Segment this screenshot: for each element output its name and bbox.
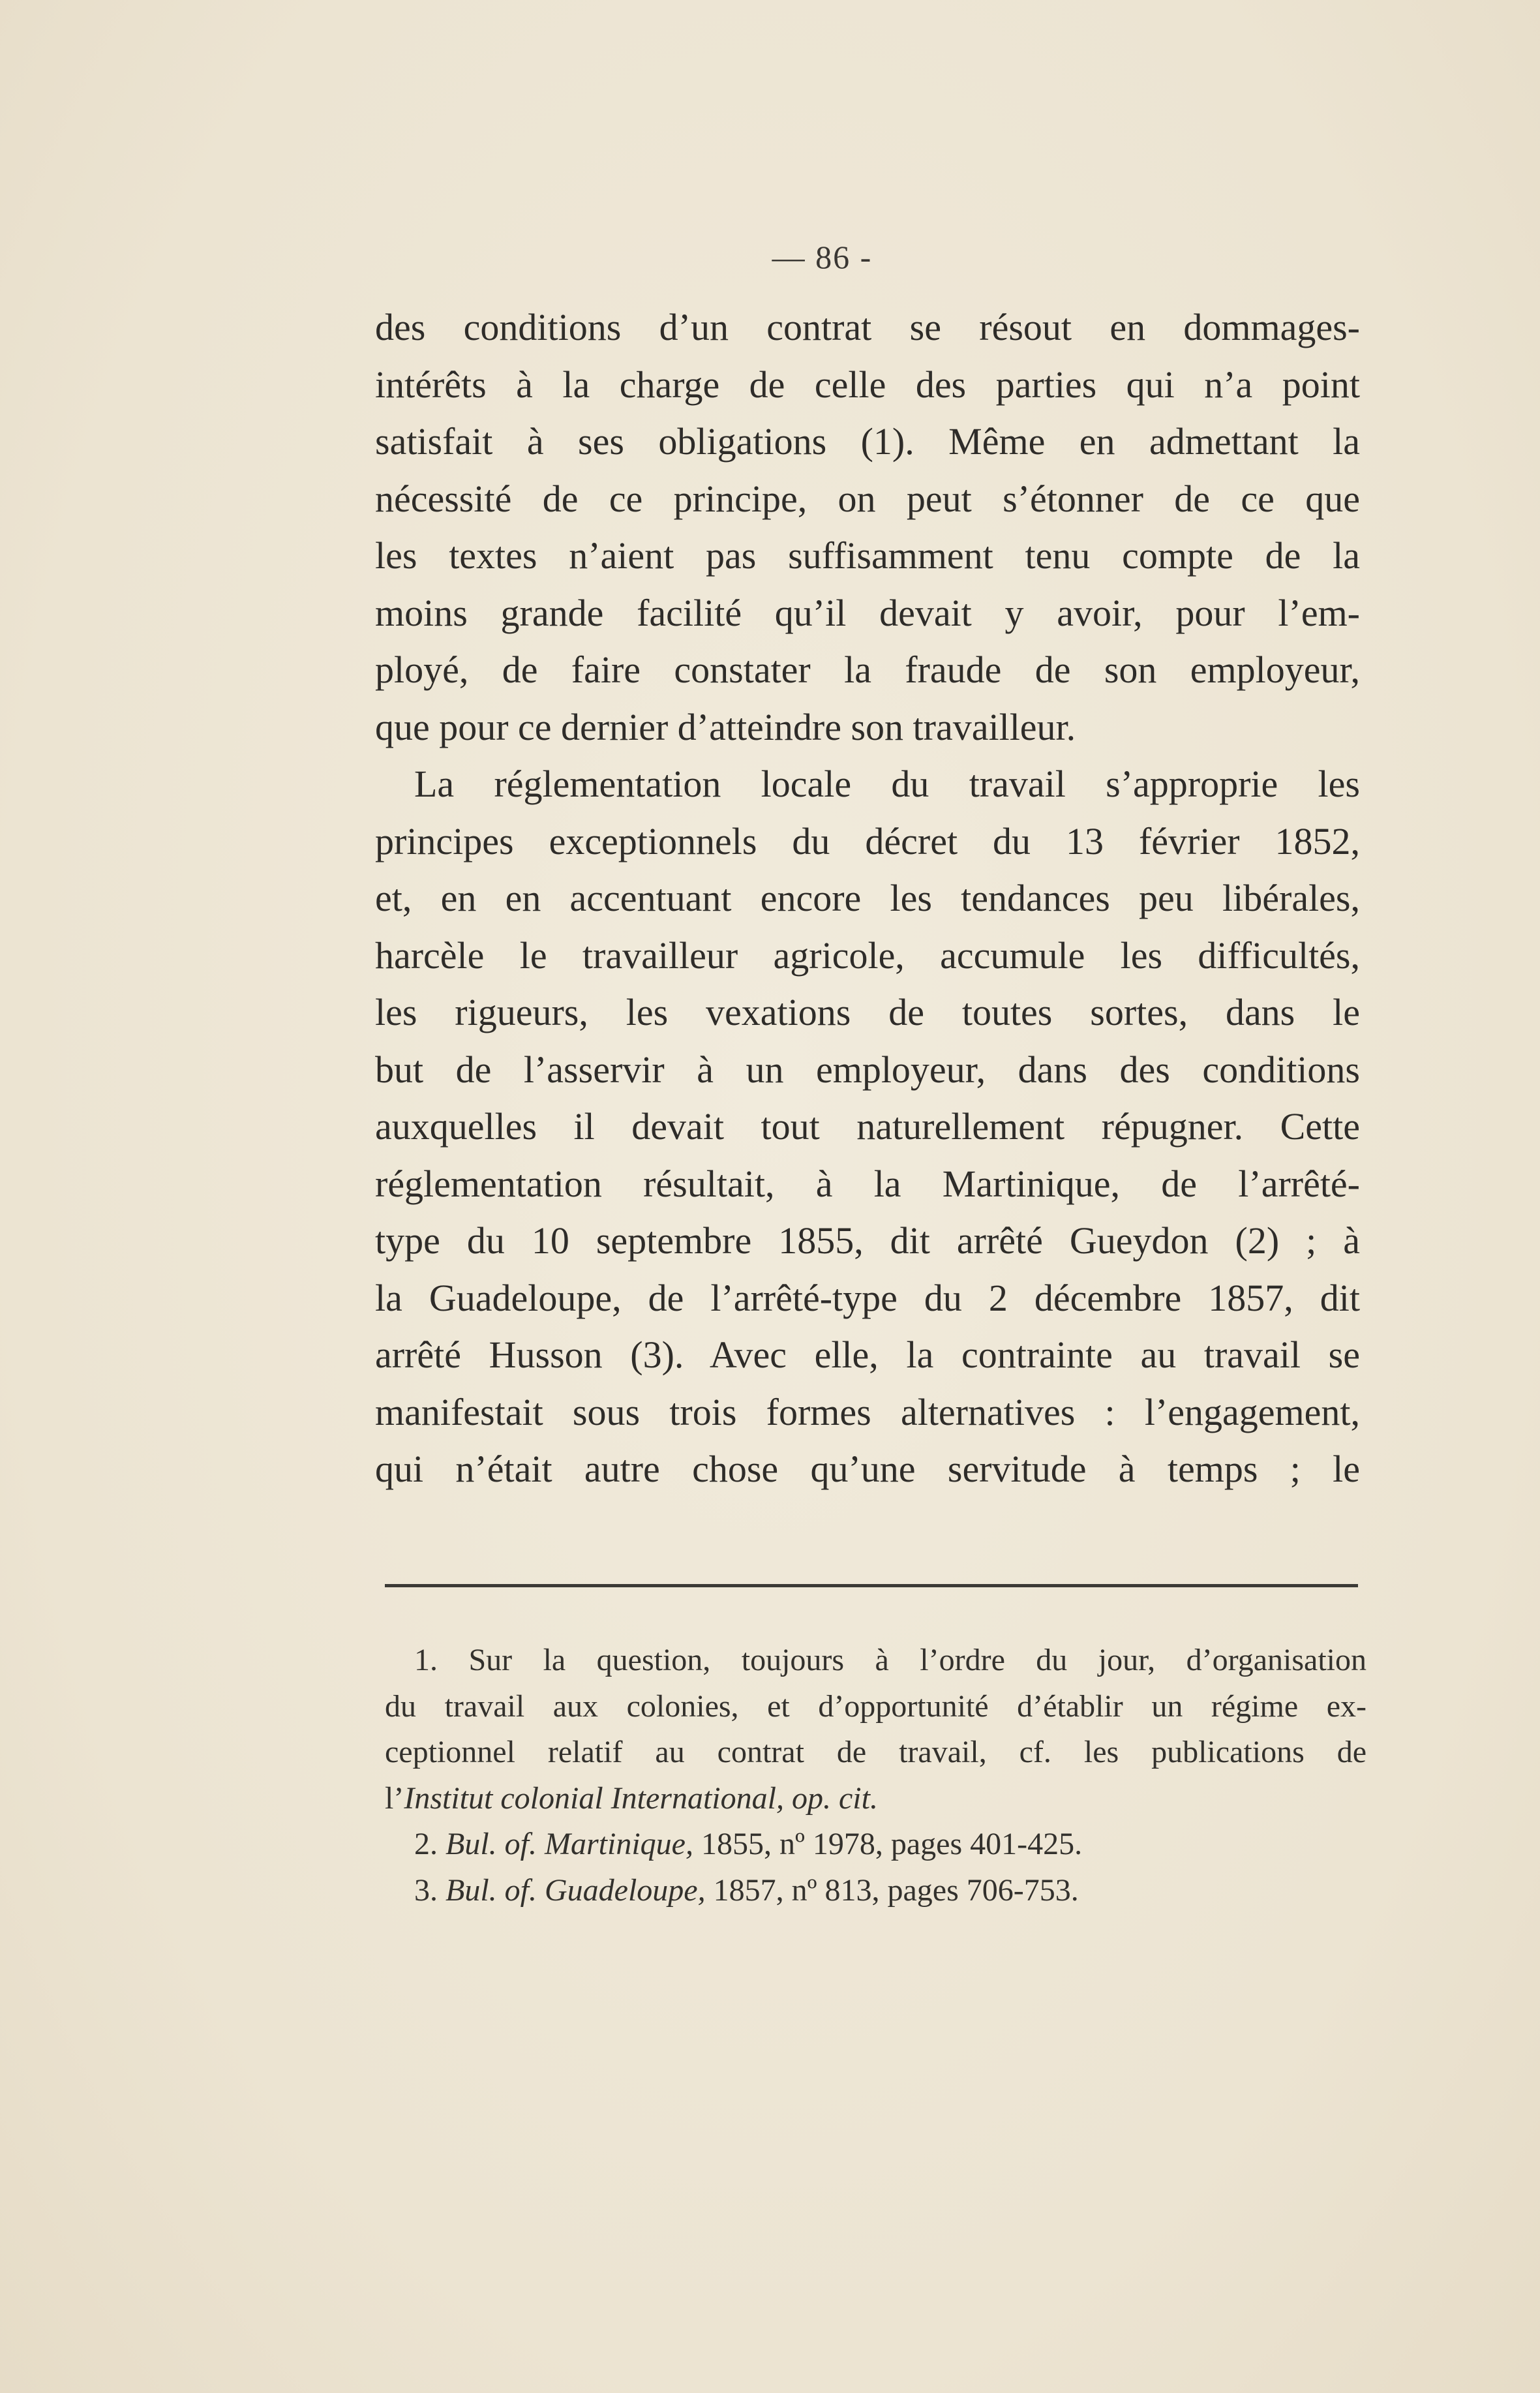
footnote-3 [385, 1868, 1366, 1914]
body-line: La réglementation locale du travail s’approprie les [414, 763, 1360, 805]
footnote-3-ref: 1857, nº 813, pages 706-753. [705, 1872, 1079, 1908]
body-line: que pour ce dernier d’atteindre son travailleur. [375, 705, 1076, 748]
body-line: nécessité de ce principe, on peut s’étonner de ce que [375, 477, 1360, 520]
body-line: les textes n’aient pas suffisamment tenu compte de la [375, 534, 1360, 577]
footnote-2-source: Bul. of. Martinique, [445, 1827, 693, 1861]
footnote-separator [385, 1584, 1358, 1587]
body-line: réglementation résultait, à la Martinique, de l’arrêté- [375, 1162, 1360, 1205]
body-line: arrêté Husson (3). Avec elle, la contrainte au travail se [375, 1334, 1360, 1376]
main-text [375, 299, 1360, 1498]
footnote-2 [385, 1821, 1366, 1868]
body-line: harcèle le travailleur agricole, accumule les difficultés, [375, 934, 1360, 977]
body-line: type du 10 septembre 1855, dit arrêté Gueydon (2) ; à [375, 1219, 1360, 1262]
footnote-3-source: Bul. of. Guadeloupe, [445, 1872, 706, 1908]
footnote-1-line: ceptionnel relatif au contrat de travail, cf. les publications de [385, 1735, 1366, 1769]
body-line: moins grande facilité qu’il devait y avoir, pour l’em- [375, 591, 1360, 634]
body-line: auxquelles il devait tout naturellement répugner. Cette [375, 1105, 1360, 1148]
body-line: qui n’était autre chose qu’une servitude à temps ; le [375, 1448, 1360, 1490]
footnote-1-line: du travail aux colonies, et d’opportunité d’établir un régime ex- [385, 1688, 1366, 1724]
page-number [0, 238, 1540, 276]
body-line: ployé, de faire constater la fraude de son employeur, [375, 648, 1360, 691]
footnote-1-prefix: l’ [385, 1780, 404, 1816]
body-line: la Guadeloupe, de l’arrêté-type du 2 décembre 1857, dit [375, 1276, 1360, 1319]
body-line: manifestait sous trois formes alternatives : l’engagement, [375, 1390, 1360, 1433]
page-number-text: — 86 - [772, 239, 873, 275]
body-line: principes exceptionnels du décret du 13 février 1852, [375, 819, 1360, 862]
footnote-3-number: 3. [414, 1872, 445, 1908]
body-line: des conditions d’un contrat se résout en dommages- [375, 306, 1360, 348]
body-line: but de l’asservir à un employeur, dans des conditions [375, 1048, 1360, 1091]
body-line: les rigueurs, les vexations de toutes sortes, dans le [375, 991, 1360, 1033]
body-line: et, en en accentuant encore les tendances peu libérales, [375, 877, 1360, 919]
body-line: intérêts à la charge de celle des parties qui n’a point [375, 363, 1360, 406]
footnote-1-line [385, 1776, 1366, 1822]
footnotes [385, 1638, 1366, 1913]
footnote-2-number: 2. [414, 1827, 445, 1861]
footnote-1-line: 1. Sur la question, toujours à l’ordre du jour, d’organisation [414, 1643, 1366, 1677]
footnote-1-source: Institut colonial International, op. cit. [404, 1780, 878, 1816]
footnote-2-ref: 1855, nº 1978, pages 401-425. [693, 1827, 1083, 1861]
body-line: satisfait à ses obligations (1). Même en admettant la [375, 420, 1360, 463]
